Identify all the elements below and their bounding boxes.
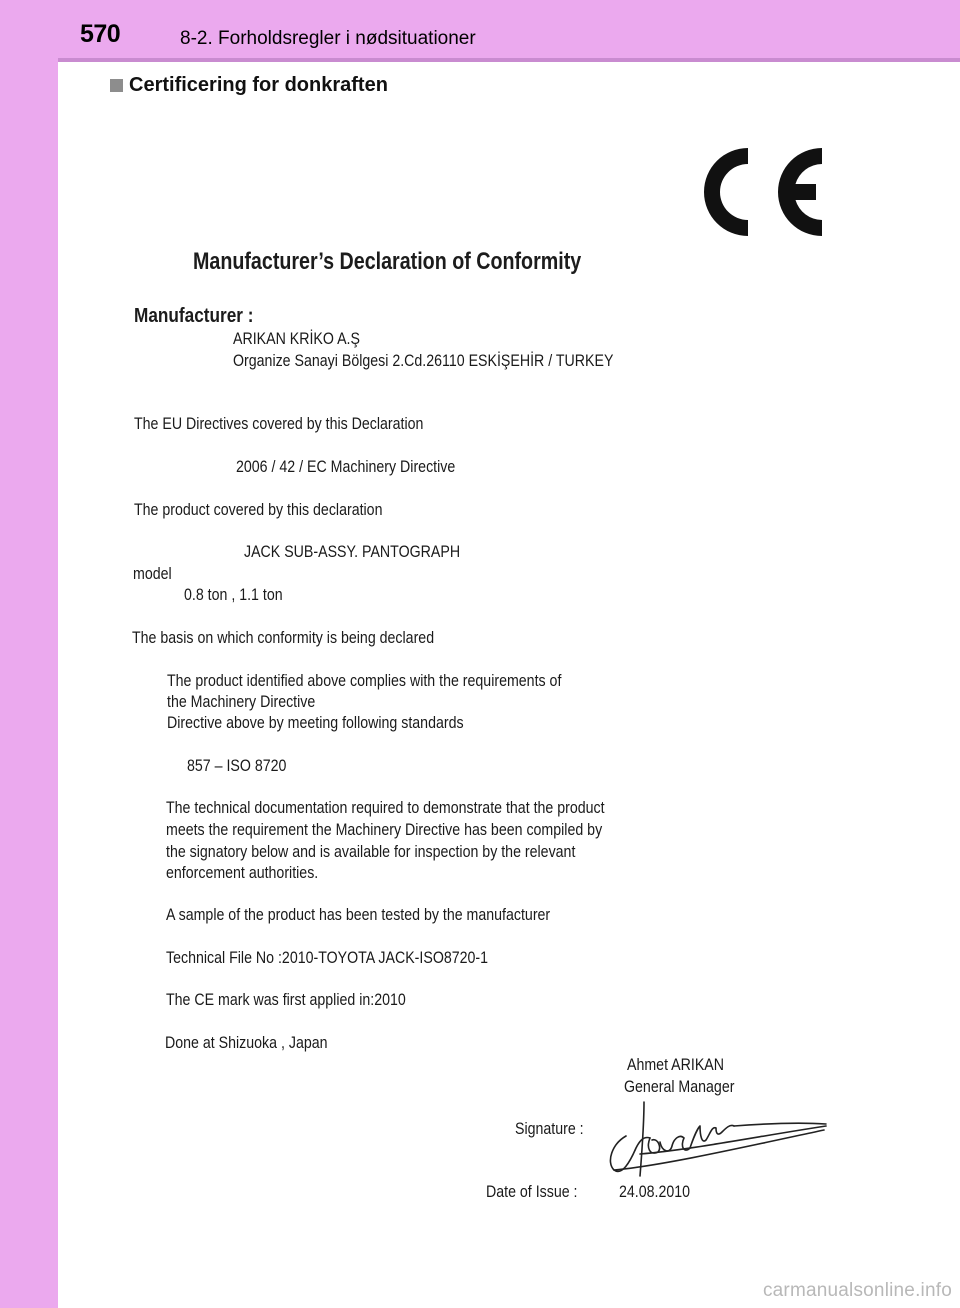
technical-line: enforcement authorities. [166, 864, 319, 882]
product-label: The product covered by this declaration [134, 501, 383, 519]
left-margin-band [0, 0, 58, 1308]
section-heading [110, 74, 388, 97]
declaration-title: Manufacturer’s Declaration of Conformity [193, 248, 582, 275]
header-divider [58, 58, 960, 62]
signatory-name: Ahmet ARIKAN [627, 1056, 725, 1074]
signature-image [600, 1096, 830, 1180]
basis-line: Directive above by meeting following standards [167, 714, 464, 732]
directives-label: The EU Directives covered by this Declaration [134, 415, 424, 433]
product-name: JACK SUB-ASSY. PANTOGRAPH [244, 543, 461, 561]
model-label: model [133, 565, 172, 583]
chapter-title: 8-2. Forholdsregler i nødsituationer [180, 28, 476, 49]
page-number: 570 [80, 20, 121, 48]
directive-text: 2006 / 42 / EC Machinery Directive [236, 458, 456, 476]
manufacturer-address: Organize Sanayi Bölgesi 2.Cd.26110 ESKİŞEHİR / TURKEY [233, 352, 614, 370]
technical-file: Technical File No :2010-TOYOTA JACK-ISO8720-1 [166, 949, 489, 967]
done-at: Done at Shizuoka , Japan [165, 1034, 328, 1052]
date-value: 24.08.2010 [619, 1183, 691, 1201]
sample-line: A sample of the product has been tested by the manufacturer [166, 906, 551, 924]
basis-line: The product identified above complies with the requirements of [167, 672, 562, 690]
signatory-title: General Manager [624, 1078, 735, 1096]
ce-first-applied: The CE mark was first applied in:2010 [166, 991, 406, 1009]
section-heading-text: Certificering for donkraften [129, 74, 388, 96]
manufacturer-name: ARIKAN KRİKO A.Ş [233, 330, 360, 348]
basis-label: The basis on which conformity is being declared [132, 629, 435, 647]
header-band [0, 0, 960, 58]
watermark-text: carmanualsonline.info [762, 1280, 952, 1301]
technical-line: meets the requirement the Machinery Directive has been compiled by [166, 821, 603, 839]
technical-line: the signatory below and is available for inspection by the relevant [166, 843, 576, 861]
model-values: 0.8 ton , 1.1 ton [184, 586, 283, 604]
manufacturer-label: Manufacturer : [134, 305, 254, 327]
basis-line: the Machinery Directive [167, 693, 316, 711]
ce-mark-icon [700, 140, 830, 244]
square-bullet-icon [110, 79, 123, 92]
signature-label: Signature : [515, 1120, 584, 1138]
technical-line: The technical documentation required to demonstrate that the product [166, 799, 605, 817]
standard-text: 857 – ISO 8720 [187, 757, 287, 775]
date-label: Date of Issue : [486, 1183, 578, 1201]
